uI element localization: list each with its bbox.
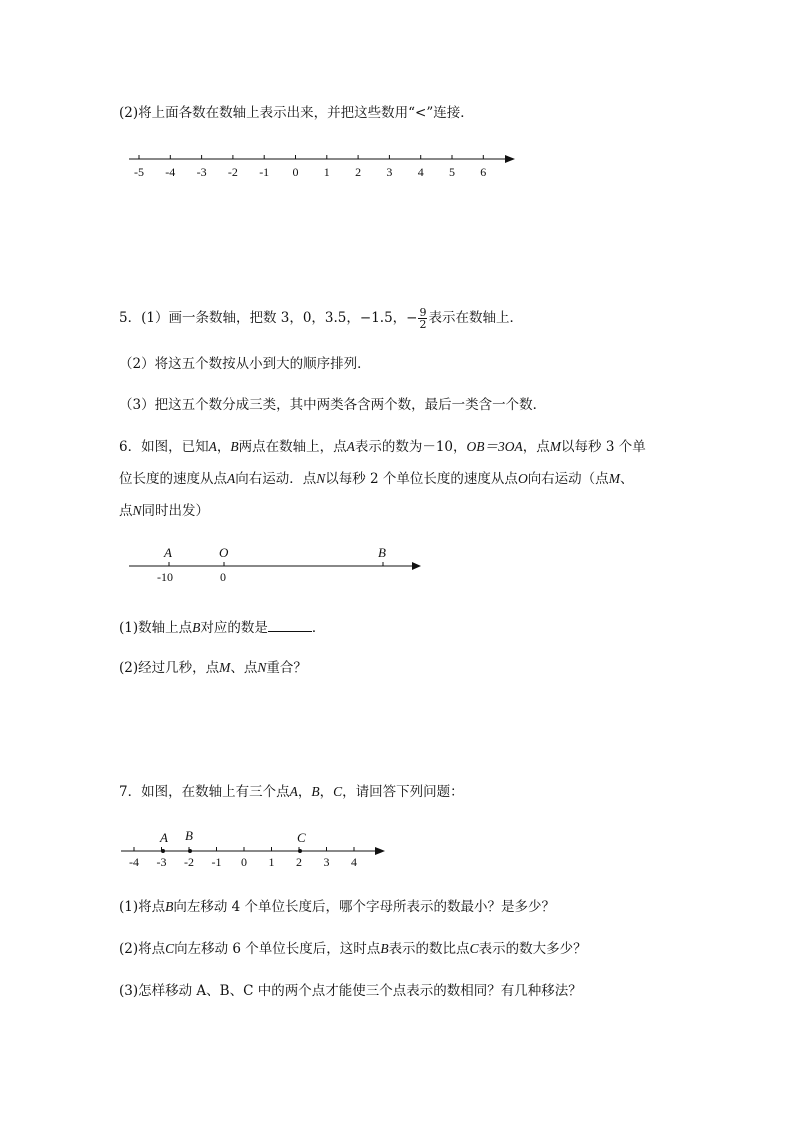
- q6-text: (2)经过几秒，点: [119, 660, 220, 676]
- q7-label-b: B: [185, 828, 193, 843]
- q7-tick-label: 4: [351, 855, 357, 869]
- q7-tick-label: -1: [211, 855, 222, 869]
- q7-text: 向左移动 6 个单位长度后，这时点: [174, 941, 381, 957]
- q7-point-c: [298, 849, 302, 853]
- q4-tick-label: -4: [165, 165, 176, 179]
- q6-text: ．: [311, 620, 326, 636]
- q5-part1-prefix: 5．(1）画一条数轴，把数 3，0，3.5，−1.5，−: [119, 310, 418, 326]
- q7-var-b: B: [311, 784, 320, 799]
- q6-label-a: A: [164, 545, 172, 560]
- q4-tick-label: -1: [259, 165, 270, 179]
- q7-label-a: A: [160, 830, 168, 845]
- q6-text: 同时出发）: [141, 503, 210, 519]
- q4-part2-text: (2)将上面各数在数轴上表示出来，并把这些数用“<”连接．: [119, 105, 474, 121]
- q7-var-c: C: [165, 941, 175, 956]
- q6-text: 两点在数轴上，点: [238, 439, 347, 455]
- q4-tick-label: -3: [196, 165, 207, 179]
- q6-text: 以每秒 3 个单: [561, 439, 646, 455]
- q4-tick-label: 6: [480, 165, 487, 179]
- q6-var-a: A: [208, 439, 217, 454]
- q6-var-b: B: [192, 620, 201, 635]
- q7-text: 向左移动 4 个单位长度后，哪个字母所表示的数最小？是多少？: [173, 899, 556, 915]
- q5-frac-num: 9: [419, 306, 427, 319]
- q7-tick-label: 2: [296, 855, 302, 869]
- q5-part1-suffix: 表示在数轴上．: [428, 310, 523, 326]
- q6-value-a: -10: [157, 570, 173, 584]
- q7-point-a: [161, 849, 165, 853]
- q7-var-c: C: [333, 784, 343, 799]
- q6-var-a: A: [346, 439, 355, 454]
- q6-value-o: 0: [220, 570, 226, 584]
- q7-text: ，: [319, 784, 334, 800]
- q4-tick-label: -2: [227, 165, 238, 179]
- q4-tick-label: -5: [134, 165, 144, 179]
- q4-tick-label: 3: [386, 165, 393, 179]
- q7-part2: [119, 940, 587, 958]
- q7-tick-label: -4: [129, 855, 139, 869]
- q5-part2: （2）将这五个数按从小到大的顺序排列．: [119, 356, 371, 372]
- q6-text: ，: [216, 439, 231, 455]
- q6-equation: OB＝3OA: [466, 439, 523, 454]
- q6-text: 点: [119, 503, 133, 519]
- q6-var-m: M: [549, 439, 562, 454]
- q6-text: 、: [619, 471, 634, 487]
- q7-text: 7．如图，在数轴上有三个点: [119, 784, 290, 800]
- q6-text: 对应的数是: [200, 620, 268, 636]
- q7-text: (1)将点: [119, 899, 166, 915]
- q6-var-n: N: [316, 471, 326, 486]
- q7-axis-arrow-icon: [375, 847, 385, 855]
- q7-tick-label: 0: [241, 855, 247, 869]
- q7-part1: [119, 898, 555, 916]
- q7-text: ，: [297, 784, 312, 800]
- q4-tick-label: 5: [449, 165, 455, 179]
- q6-var-m: M: [219, 660, 231, 675]
- q7-var-b: B: [165, 899, 174, 914]
- q7-text: 表示的数大多少？: [478, 941, 587, 957]
- q6-var-b: B: [230, 439, 239, 454]
- q6-label-b: B: [378, 545, 386, 560]
- q7-var-b: B: [380, 941, 389, 956]
- q7-var-c: C: [469, 941, 479, 956]
- q6-var-a: A: [227, 471, 236, 486]
- q7-tick-label: 1: [268, 855, 275, 869]
- q4-tick-label: 1: [323, 165, 330, 179]
- q6-text: 重合？: [266, 660, 307, 676]
- q6-text: (1)数轴上点: [119, 620, 193, 636]
- q6-text: 位长度的速度从点: [119, 471, 227, 487]
- q5-part3: （3）把这五个数分成三类，其中两类各含两个数，最后一类含一个数．: [119, 397, 547, 413]
- q7-tick-label: -3: [156, 855, 167, 869]
- q7-text: ，请回答下列问题：: [342, 784, 464, 800]
- q7-tick-label: 3: [323, 855, 330, 869]
- q6-text: 6．如图，已知: [119, 439, 209, 455]
- q7-part3: (3)怎样移动 A、B、C 中的两个点才能使三个点表示的数相同？有几种移法？: [119, 983, 582, 999]
- q6-text: 表示的数为－10，: [354, 439, 467, 455]
- q6-text: 向右运动．点: [235, 471, 317, 487]
- q7-label-c: C: [297, 830, 306, 845]
- q6-text: 以每秒 2 个单位长度的速度从点: [325, 471, 518, 487]
- q7-text: 表示的数比点: [388, 941, 470, 957]
- q7-point-b: [188, 849, 192, 853]
- q7-tick-label: -2: [184, 855, 194, 869]
- q7-text: (2)将点: [119, 941, 166, 957]
- q7-var-a: A: [289, 784, 298, 799]
- q5-frac-den: 2: [419, 318, 427, 331]
- q6-var-n: N: [257, 660, 267, 675]
- q6-text: ，点: [522, 439, 550, 455]
- q6-var-o: O: [517, 471, 528, 486]
- q6-var-m: M: [608, 471, 620, 486]
- q6-var-n: N: [132, 503, 142, 518]
- q6-text: 向右运动（点: [527, 471, 609, 487]
- q6-text: 、点: [230, 660, 258, 676]
- q4-tick-label: 4: [417, 165, 424, 179]
- q6-label-o: O: [219, 545, 229, 560]
- q4-tick-label: 2: [355, 165, 362, 179]
- q4-tick-label: 0: [292, 165, 299, 179]
